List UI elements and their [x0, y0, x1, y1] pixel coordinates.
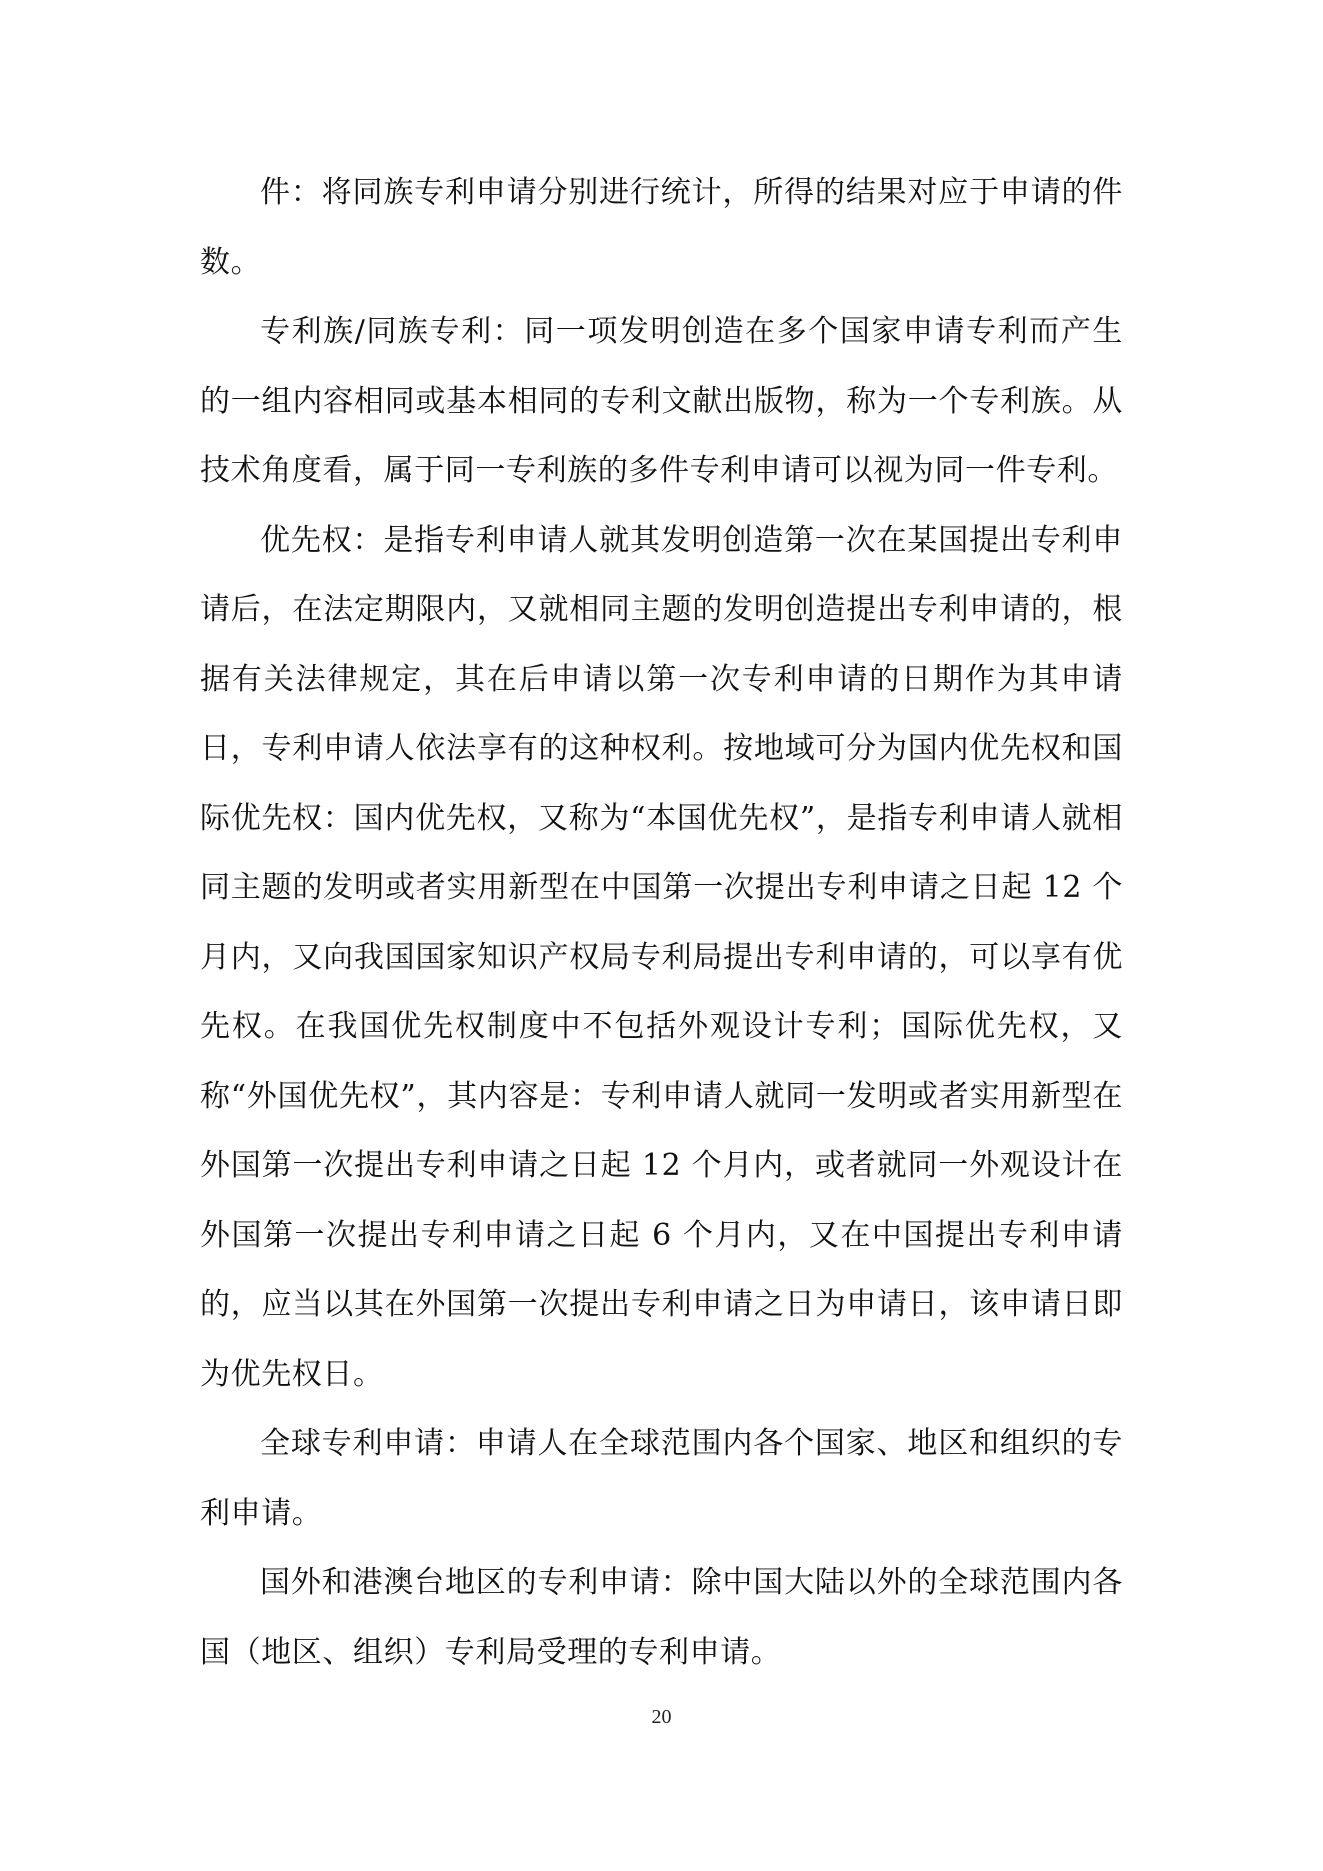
- body-text: [200, 158, 1123, 1687]
- paragraph-priority-right: 优先权：是指专利申请人就其发明创造第一次在某国提出专利申请后，在法定期限内，又就相同主题的发明创造提出专利申请的，根据有关法律规定，其在后申请以第一次专利申请的日期作为其申请日，专利申请人依法享有的这种权利。按地域可分为国内优先权和国际优先权：国内优先权，又称为“本国优先权”，是指专利申请人就相同主题的发明或者实用新型在中国第一次提出专利申请之日起 12 个月内，又向我国国家知识产权局专利局提出专利申请的，可以享有优先权。在我国优先权制度中不包括外观设计专利；国际优先权，又称“外国优先权”，其内容是：专利申请人就同一发明或者实用新型在外国第一次提出专利申请之日起 12 个月内，或者就同一外观设计在外国第一次提出专利申请之日起 6 个月内，又在中国提出专利申请的，应当以其在外国第一次提出专利申请之日为申请日，该申请日即为优先权日。: [200, 522, 1123, 1392]
- paragraph-continuation: 件：将同族专利申请分别进行统计，所得的结果对应于申请的件数。: [200, 175, 1123, 280]
- paragraph-patent-family: 专利族/同族专利：同一项发明创造在多个国家申请专利而产生的一组内容相同或基本相同的专利文献出版物，称为一个专利族。从技术角度看，属于同一专利族的多件专利申请可以视为同一件专利。: [200, 314, 1123, 488]
- paragraph-foreign-patent-application: 国外和港澳台地区的专利申请：除中国大陆以外的全球范围内各国（地区、组织）专利局受理的专利申请。: [200, 1565, 1123, 1670]
- paragraph-global-patent-application: 全球专利申请：申请人在全球范围内各个国家、地区和组织的专利申请。: [200, 1426, 1123, 1531]
- page-number: 20: [651, 1706, 672, 1728]
